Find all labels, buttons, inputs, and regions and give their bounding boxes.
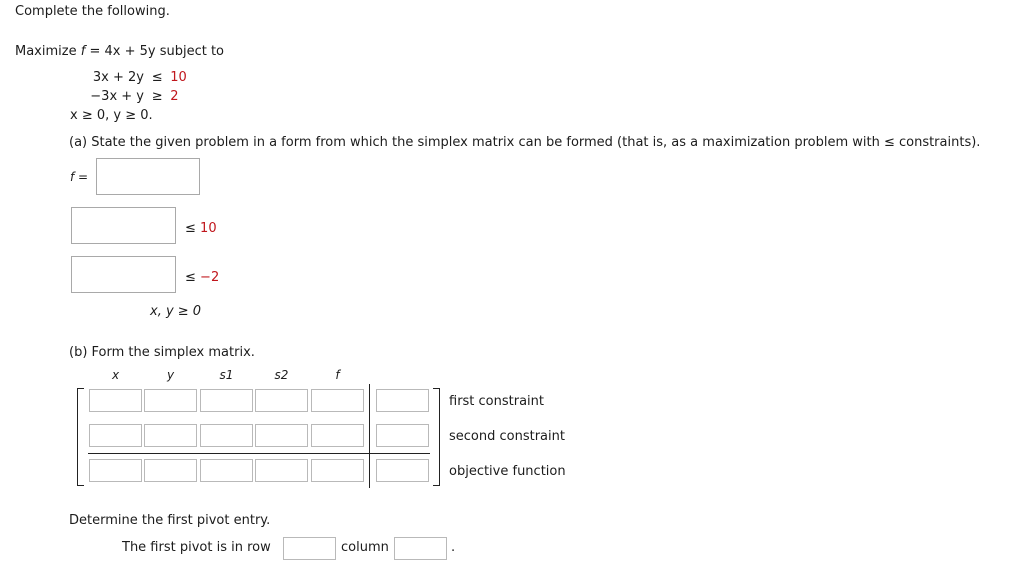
matrix-r1-c3-input[interactable]	[200, 389, 253, 412]
objective-expression: = 4x + 5y	[85, 44, 156, 59]
matrix-horizontal-divider	[88, 453, 430, 454]
matrix-r2-c2-input[interactable]	[144, 424, 197, 447]
instruction-text: Complete the following.	[15, 4, 170, 19]
original-nonnegativity: x ≥ 0, y ≥ 0.	[70, 108, 153, 123]
matrix-r2-c3-input[interactable]	[200, 424, 253, 447]
rewritten-constraint1	[185, 221, 217, 236]
original-constraint-2	[70, 89, 179, 104]
column-header-y: y	[166, 368, 175, 382]
pivot-column-input[interactable]	[394, 537, 447, 560]
matrix-r2-c4-input[interactable]	[255, 424, 308, 447]
constraint2-relation: ≥	[151, 89, 163, 104]
constraint2-lhs: −3x + y	[90, 89, 144, 104]
column-header-f: f	[335, 368, 340, 382]
objective-variable: f	[80, 44, 86, 59]
matrix-r1-c2-input[interactable]	[144, 389, 197, 412]
rewritten-constraint2	[185, 270, 219, 285]
row-label-second-constraint: second constraint	[449, 429, 565, 444]
matrix-r3-c2-input[interactable]	[144, 459, 197, 482]
matrix-vertical-divider	[369, 384, 370, 488]
matrix-r3-c4-input[interactable]	[255, 459, 308, 482]
objective-statement	[15, 44, 224, 59]
matrix-r1-c1-input[interactable]	[89, 389, 142, 412]
constraint1-relation: ≤	[151, 70, 163, 85]
matrix-r2-c5-input[interactable]	[311, 424, 364, 447]
rewritten-constraint2-rhs: −2	[200, 270, 220, 285]
original-constraint-1	[70, 70, 187, 85]
matrix-left-bracket	[77, 388, 84, 486]
matrix-r3-c5-input[interactable]	[311, 459, 364, 482]
subject-to-label: subject to	[159, 44, 225, 59]
constraint1-lhs-input[interactable]	[71, 207, 176, 244]
constraint2-lhs-input[interactable]	[71, 256, 176, 293]
pivot-row-input[interactable]	[283, 537, 336, 560]
matrix-r3-c3-input[interactable]	[200, 459, 253, 482]
rewritten-constraint2-relation: ≤	[185, 270, 196, 285]
pivot-row-label: The first pivot is in row	[122, 540, 271, 555]
matrix-r2-c6-input[interactable]	[376, 424, 429, 447]
row-label-objective-function: objective function	[449, 464, 566, 479]
constraint2-rhs: 2	[170, 89, 179, 104]
rewritten-nonnegativity: x, y ≥ 0	[150, 304, 202, 319]
matrix-r1-c6-input[interactable]	[376, 389, 429, 412]
matrix-right-bracket	[433, 388, 440, 486]
pivot-end-period: .	[451, 540, 456, 555]
rewritten-constraint1-relation: ≤	[185, 221, 196, 236]
column-header-s1: s1	[219, 368, 234, 382]
f-equals-label: f =	[70, 170, 89, 184]
column-header-x: x	[111, 368, 120, 382]
part-a-prompt: (a) State the given problem in a form from which the simplex matrix can be formed (that is, as a maximization problem with ≤ constraints).	[69, 135, 981, 150]
column-header-s2: s2	[274, 368, 289, 382]
matrix-r1-c5-input[interactable]	[311, 389, 364, 412]
constraint1-lhs: 3x + 2y	[92, 70, 144, 85]
matrix-r3-c1-input[interactable]	[89, 459, 142, 482]
matrix-r1-c4-input[interactable]	[255, 389, 308, 412]
row-label-first-constraint: first constraint	[449, 394, 545, 409]
objective-function-input[interactable]	[96, 158, 200, 195]
matrix-r2-c1-input[interactable]	[89, 424, 142, 447]
pivot-column-label: column	[341, 540, 389, 555]
pivot-prompt: Determine the first pivot entry.	[69, 513, 271, 528]
constraint1-rhs: 10	[170, 70, 187, 85]
part-b-prompt: (b) Form the simplex matrix.	[69, 345, 255, 360]
rewritten-constraint1-rhs: 10	[200, 221, 217, 236]
matrix-r3-c6-input[interactable]	[376, 459, 429, 482]
maximize-label: Maximize	[15, 44, 77, 59]
